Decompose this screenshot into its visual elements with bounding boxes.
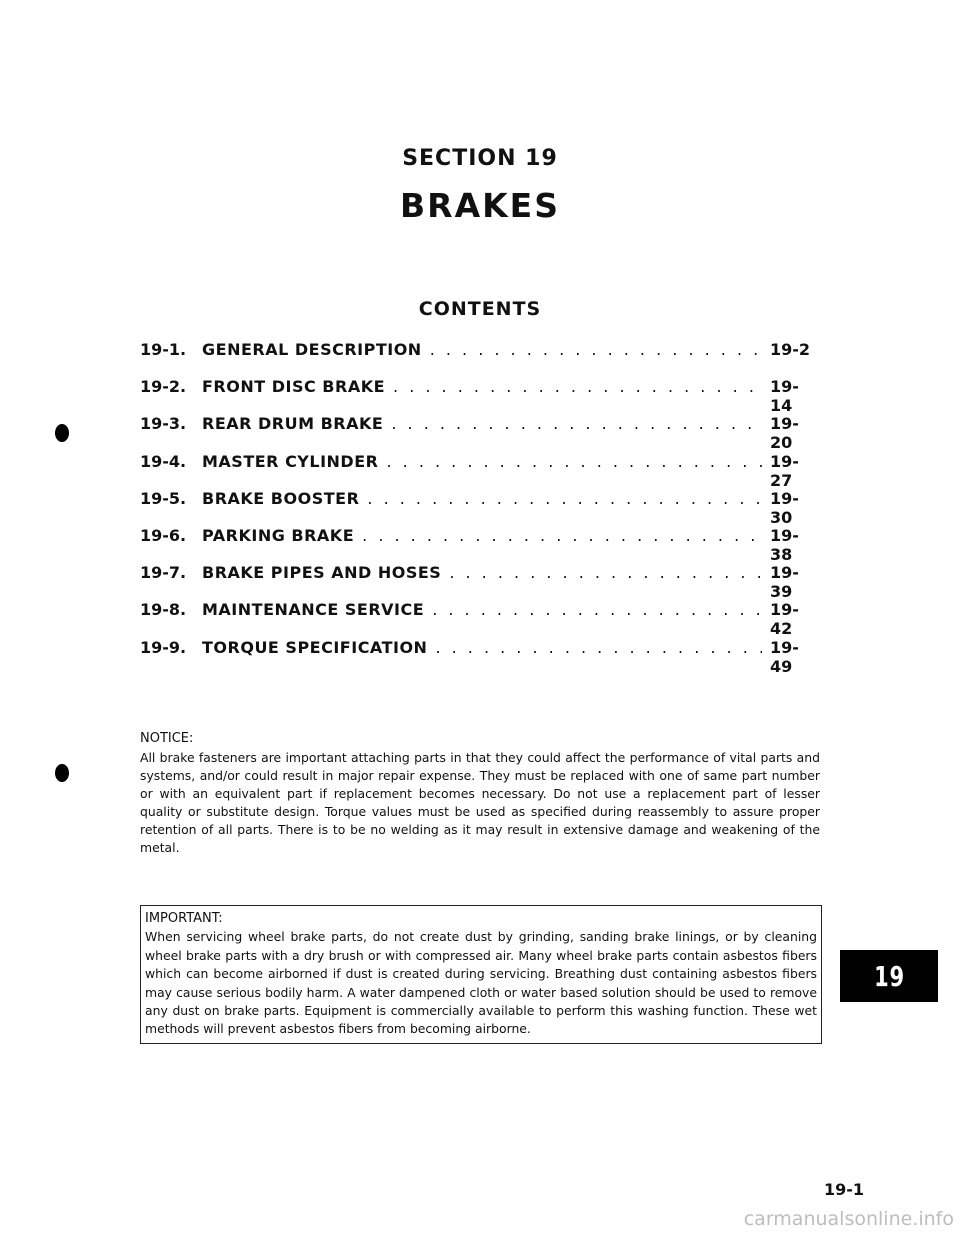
watermark: carmanualsonline.info	[743, 1208, 954, 1230]
toc-leader-dots	[435, 638, 762, 657]
toc-entry-title: FRONT DISC BRAKE	[202, 377, 386, 397]
important-body: When servicing wheel brake parts, do not create dust by grinding, sanding brake linings, or by cleaning wheel brake parts with a dry brush or with compressed air. Many wheel brake parts contain asbestos fibers which can become airborned if dust is created during servicing. Breathing dust containing asbestos fibers may cause serious bodily harm. A water dampened cloth or water based solution should be used to remove any dust on brake parts. Equipment is commercially available to perform this washing function. These wet methods will prevent asbestos fibers from becoming airborne.	[145, 929, 817, 1037]
toc-entry-number: 19-8.	[140, 600, 187, 620]
section-tab-label: 19	[873, 959, 905, 993]
toc-entry[interactable]	[140, 414, 820, 451]
toc-entry-number: 19-5.	[140, 488, 187, 508]
toc-entry[interactable]	[140, 340, 820, 377]
toc-entry-page: 19-49	[770, 637, 799, 676]
toc-entry-page: 19-42	[770, 600, 799, 639]
toc-entry-title: GENERAL DESCRIPTION	[202, 340, 422, 359]
notice-heading: NOTICE:	[140, 731, 194, 746]
toc-entry[interactable]	[140, 489, 820, 526]
toc-leader-dots	[386, 452, 762, 471]
toc-leader-dots	[432, 600, 762, 619]
toc-entry-page: 19-27	[770, 451, 799, 490]
toc-entry-number: 19-9.	[140, 637, 187, 657]
section-label: SECTION 19	[402, 146, 558, 171]
toc-leader-dots	[391, 414, 762, 433]
toc-entry-title: MASTER CYLINDER	[202, 451, 379, 471]
toc-leader-dots	[393, 377, 762, 396]
toc-entry-page: 19-14	[770, 377, 799, 416]
toc-leader-dots	[449, 563, 762, 582]
toc-entry-title: BRAKE PIPES AND HOSES	[202, 563, 442, 583]
important-heading: IMPORTANT:	[145, 911, 223, 926]
toc-entry[interactable]	[140, 600, 820, 637]
toc-entry-page: 19-39	[770, 563, 799, 602]
toc-entry-title: PARKING BRAKE	[202, 525, 355, 545]
toc-entry[interactable]	[140, 638, 820, 675]
page-title: BRAKES	[400, 186, 560, 225]
toc-entry-number: 19-4.	[140, 451, 187, 471]
toc-entry-title: REAR DRUM BRAKE	[202, 414, 384, 434]
toc-entry-title: MAINTENANCE SERVICE	[202, 600, 425, 620]
table-of-contents	[140, 340, 820, 675]
notice-block	[140, 730, 820, 857]
toc-entry-page: 19-20	[770, 414, 799, 453]
toc-leader-dots	[367, 489, 762, 508]
page-number: 19-1	[824, 1180, 865, 1199]
binder-hole-mark	[55, 424, 69, 442]
toc-entry-title: TORQUE SPECIFICATION	[202, 637, 428, 657]
toc-entry-page: 19-2	[770, 340, 811, 359]
toc-entry-title: BRAKE BOOSTER	[202, 488, 360, 508]
toc-entry-number: 19-7.	[140, 563, 187, 583]
toc-entry-number: 19-2.	[140, 377, 187, 397]
toc-entry[interactable]	[140, 526, 820, 563]
toc-entry[interactable]	[140, 452, 820, 489]
toc-entry[interactable]	[140, 377, 820, 414]
toc-leader-dots	[430, 340, 762, 359]
notice-body: All brake fasteners are important attaching parts in that they could affect the performance of vital parts and systems, and/or could result in major repair expense. They must be replaced with one of same part number or with an equivalent part if replacement becomes necessary. Do not use a replacement part of lesser quality or substitute design. Torque values must be used as specified during reassembly to assure proper retention of all parts. There is to be no welding as it may result in extensive damage and weakening of the metal.	[140, 750, 820, 855]
toc-entry-page: 19-30	[770, 488, 799, 527]
binder-hole-mark	[55, 764, 69, 782]
toc-entry-number: 19-6.	[140, 525, 187, 545]
toc-entry-page: 19-38	[770, 525, 799, 564]
contents-heading: CONTENTS	[418, 298, 542, 320]
important-box	[140, 905, 822, 1044]
section-tab-badge	[840, 950, 938, 1002]
toc-entry-number: 19-1.	[140, 340, 187, 359]
toc-entry-number: 19-3.	[140, 414, 187, 434]
toc-entry[interactable]	[140, 563, 820, 600]
toc-leader-dots	[362, 526, 762, 545]
